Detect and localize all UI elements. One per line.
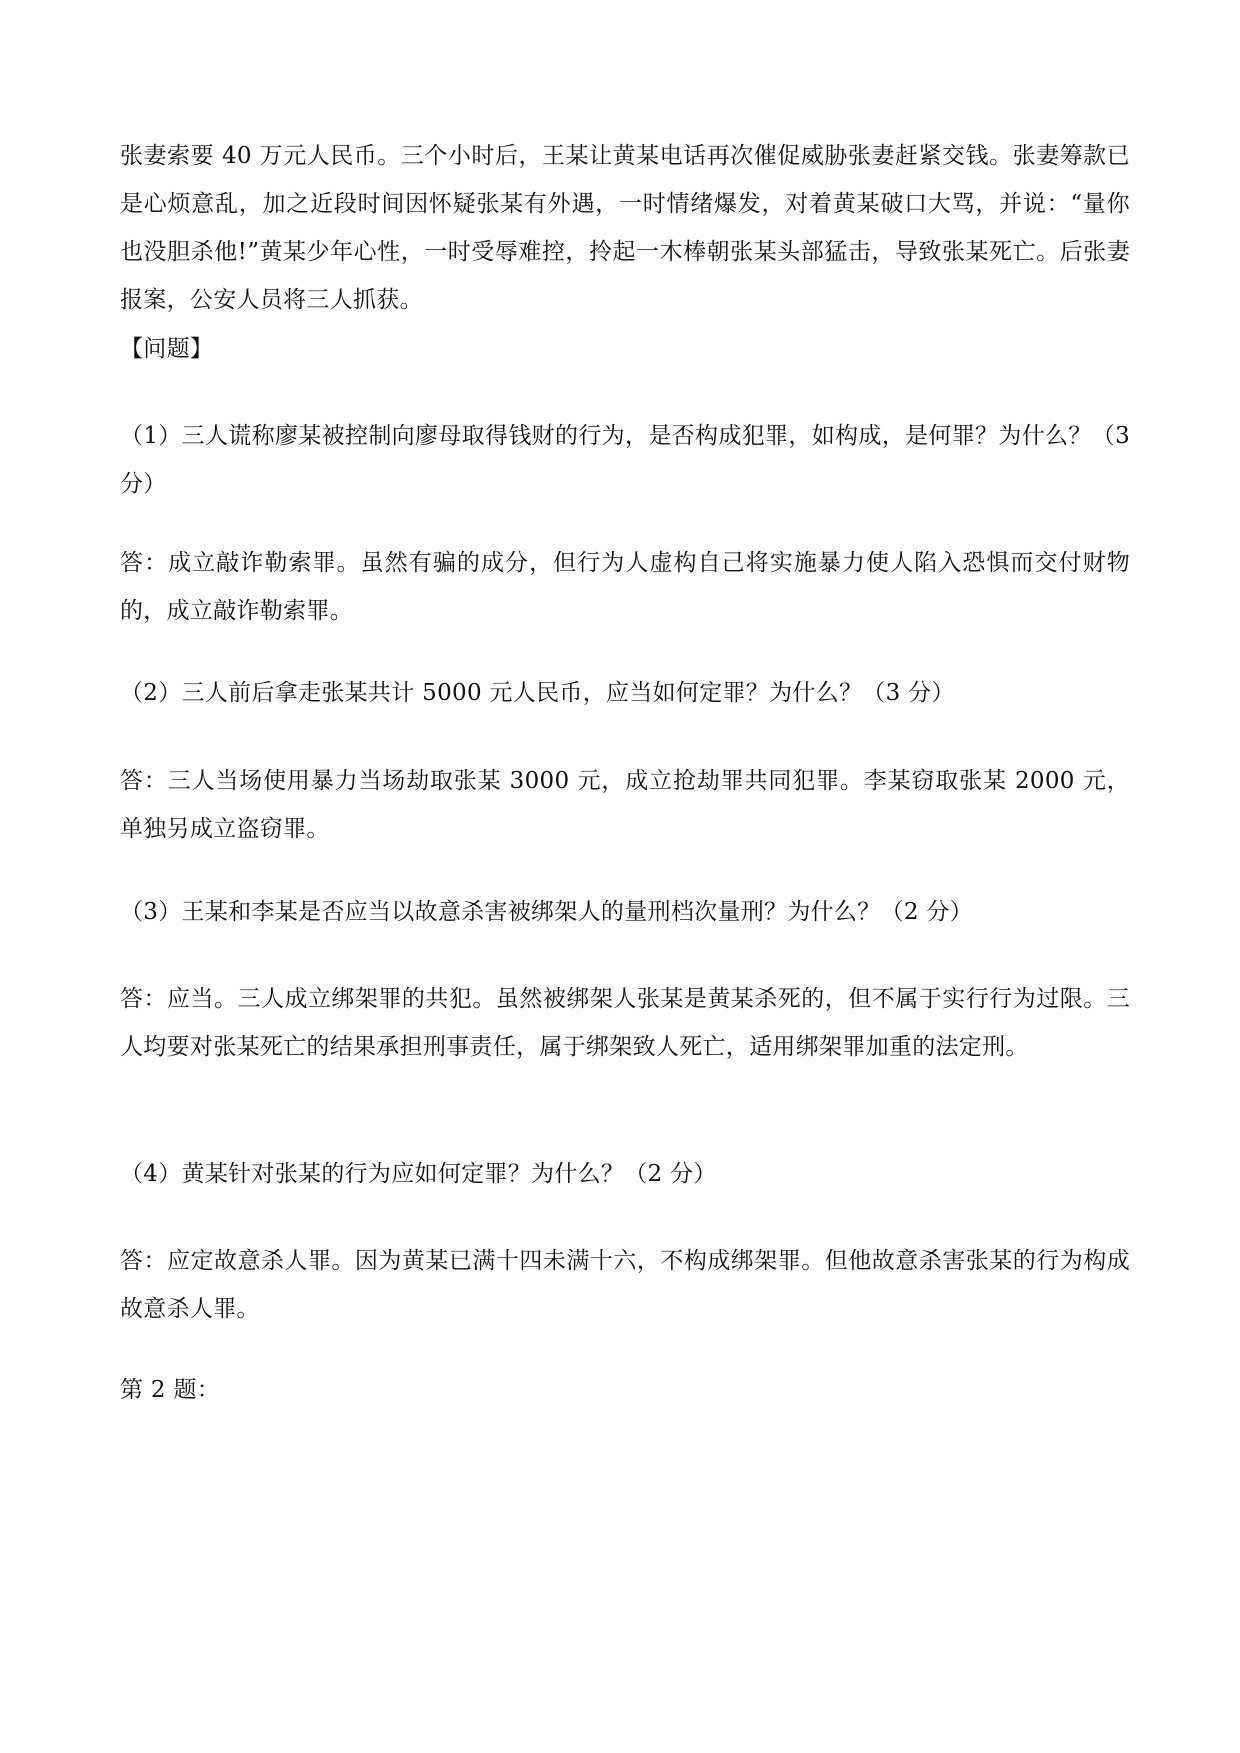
answer-1: 答：成立敲诈勒索罪。虽然有骗的成分，但行为人虚构自己将实施暴力使人陷入恐惧而交付财物的，成立敲诈勒索罪。: [120, 550, 1130, 624]
answer-2: 答：三人当场使用暴力当场劫取张某 3000 元，成立抢劫罪共同犯罪。李某窃取张某 2000 元，单独另成立盗窃罪。: [120, 768, 1130, 842]
next-question-title: 第 2 题：: [120, 1377, 221, 1403]
answer-4: 答：应定故意杀人罪。因为黄某已满十四未满十六，不构成绑架罪。但他故意杀害张某的行为构成故意杀人罪。: [120, 1248, 1130, 1322]
section-heading: 【问题】: [120, 336, 214, 362]
answer-3: 答：应当。三人成立绑架罪的共犯。虽然被绑架人张某是黄某杀死的，但不属于实行行为过限。三人均要对张某死亡的结果承担刑事责任，属于绑架致人死亡，适用绑架罪加重的法定刑。: [120, 986, 1130, 1060]
question-2: （2）三人前后拿走张某共计 5000 元人民币，应当如何定罪？为什么？（3 分）: [120, 680, 955, 706]
question-3: （3）王某和李某是否应当以故意杀害被绑架人的量刑档次量刑？为什么？（2 分）: [120, 899, 973, 925]
document-page: [120, 0, 1130, 1753]
case-intro-paragraph: 张妻索要 40 万元人民币。三个小时后，王某让黄某电话再次催促威胁张妻赶紧交钱。张妻筹款已是心烦意乱，加之近段时间因怀疑张某有外遇，一时情绪爆发，对着黄某破口大骂，并说：“量你也没胆杀他!”黄某少年心性，一时受辱难控，拎起一木棒朝张某头部猛击，导致张某死亡。后张妻报案，公安人员将三人抓获。: [120, 143, 1130, 313]
question-1: （1）三人谎称廖某被控制向廖母取得钱财的行为，是否构成犯罪，如构成，是何罪？为什么？（3 分）: [120, 423, 1130, 497]
question-4: （4）黄某针对张某的行为应如何定罪？为什么？（2 分）: [120, 1161, 717, 1187]
